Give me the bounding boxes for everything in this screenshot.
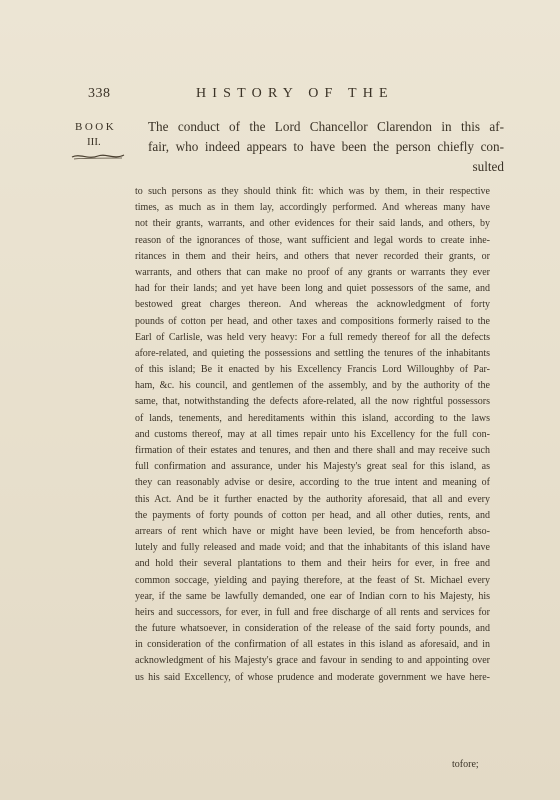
- body-line: ritances in them and their heirs, and others that never recorded their grants, or: [135, 250, 490, 262]
- body-line: us his said Excellency, of whose prudence and moderate government we have here-: [135, 671, 490, 683]
- body-line: the future whatsoever, in consideration of the release of the said forty pounds, and: [135, 623, 490, 635]
- book-label: BOOK: [75, 121, 117, 133]
- body-line: in consideration of the confirmation of all estates in this island as aforesaid, and in: [135, 639, 490, 651]
- body-line: and customs thereof, may at all times repair unto his Excellency for the full con-: [135, 428, 490, 440]
- body-line: this Act. And be it further enacted by the authority aforesaid, that all and every: [135, 493, 490, 505]
- body-line: of this island; Be it enacted by his Excellency Francis Lord Willoughby of Par-: [135, 364, 490, 376]
- body-line: arrears of rent which have or might have been levied, be from henceforth abso-: [135, 525, 490, 537]
- body-line: firmation of their estates and tenures, and then and there shall and may receive such: [135, 445, 490, 456]
- body-line: warrants, and others that can make no proof of any grants or warrants they ever: [135, 266, 490, 278]
- body-line: to such persons as they should think fit: which was by them, in their respective: [135, 186, 490, 197]
- body-line: heirs and successors, for ever, in full and free discharge of all rents and services for: [135, 606, 490, 618]
- body-line: common soccage, yielding and paying therefore, at the feast of St. Michael every: [135, 574, 490, 586]
- body-line: of lands, tenements, and hereditaments within this island, according to the laws: [135, 412, 490, 424]
- body-line: full confirmation and assurance, under his Majesty's great seal for this island, as: [135, 461, 490, 473]
- summary-line: fair, who indeed appears to have been the person chiefly con-: [148, 139, 504, 154]
- flourish-ornament-icon: [70, 150, 126, 162]
- page-header: [0, 86, 560, 106]
- body-line: acknowledgment of his Majesty's grace and favour in sending to and appointing over: [135, 655, 490, 667]
- body-line: ham, &c. his council, and gentlemen of the assembly, and by the authority of the: [135, 380, 490, 392]
- chapter-summary: [148, 117, 504, 177]
- body-line: lutely and fully released and made void; and that the inhabitants of this island have: [135, 542, 490, 554]
- book-number: III.: [87, 136, 101, 148]
- body-line: they can reasonably advise or desire, according to the true intent and meaning of: [135, 477, 490, 489]
- summary-line: The conduct of the Lord Chancellor Clarendon in this af-: [148, 119, 504, 134]
- body-line: times, as much as in them lay, accordingly performed. And whereas many have: [135, 202, 490, 214]
- body-line: reason of the ignorances of those, want sufficient and legal words to create inhe-: [135, 234, 490, 246]
- body-line: the payments of forty pounds of cotton per head, and all other duties, rents, and: [135, 509, 490, 521]
- catchword: tofore;: [452, 759, 479, 770]
- body-line: not their grants, warrants, and other evidences for their said lands, and others, by: [135, 218, 490, 230]
- running-head: HISTORY OF THE: [196, 86, 394, 101]
- body-line: had for their lands; and yet have been long and quiet possessors of the same, and: [135, 283, 490, 295]
- body-line: afore-related, and quieting the possessions and settling the tenures of the inhabitants: [135, 347, 490, 359]
- body-line: pounds of cotton per head, and other taxes and compositions formerly raised to the: [135, 315, 490, 327]
- body-text: [135, 184, 490, 686]
- body-line: same, that, notwithstanding the defects afore-related, all the now rightful possessors: [135, 396, 490, 408]
- page-number: 338: [88, 86, 111, 101]
- body-line: bestowed great charges thereon. And whereas the acknowledgment of forty: [135, 299, 490, 311]
- body-line: and hold their several plantations to them and their heirs for ever, in free and: [135, 558, 490, 570]
- body-line: year, if the same be lawfully demanded, one ear of Indian corn to his Majesty, his: [135, 590, 490, 602]
- body-line: Earl of Carlisle, was held very heavy: For a full remedy thereof for all the defects: [135, 331, 490, 343]
- summary-line: sulted: [472, 159, 504, 174]
